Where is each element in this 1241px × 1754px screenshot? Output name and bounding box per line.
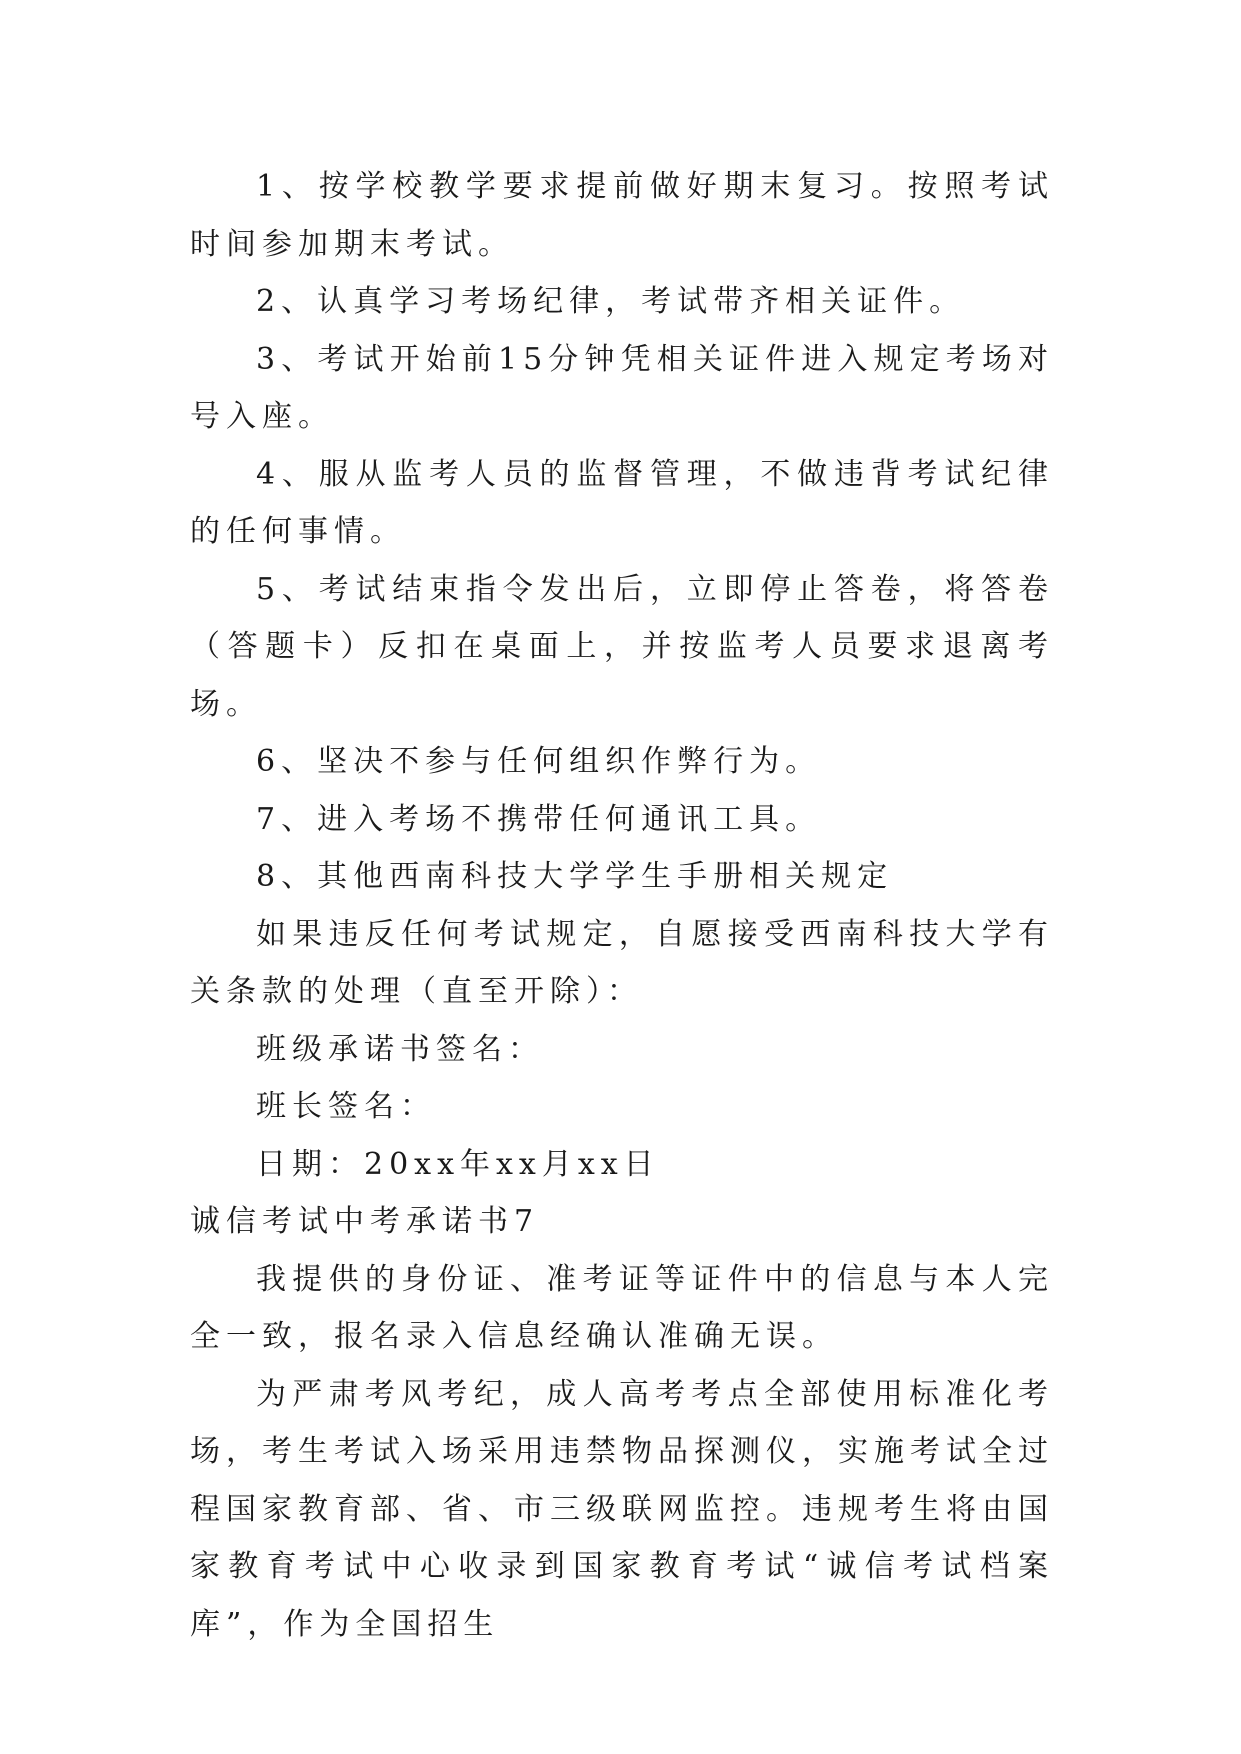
paragraph-rule-3: 3、考试开始前15分钟凭相关证件进入规定考场对号入座。: [190, 341, 1054, 434]
paragraph-identity-info: 我提供的身份证、准考证等证件中的信息与本人完全一致，报名录入信息经确认准确无误。: [190, 1261, 1054, 1354]
paragraph-exam-discipline: 为严肃考风考纪，成人高考考点全部使用标准化考场，考生考试入场采用违禁物品探测仪，实施考试全过程国家教育部、省、市三级联网监控。违规考生将由国家教育考试中心收录到国家教育考试“诚信考试档案库”，作为全国招生: [190, 1376, 1054, 1642]
class-signature-line: 班级承诺书签名：: [256, 1031, 544, 1067]
paragraph-rule-5: 5、考试结束指令发出后，立即停止答卷，将答卷（答题卡）反扣在桌面上，并按监考人员要求退离考场。: [190, 571, 1054, 722]
document-body: [190, 158, 1054, 1653]
paragraph-violation-clause: 如果违反任何考试规定，自愿接受西南科技大学有关条款的处理（直至开除）：: [190, 916, 1054, 1009]
paragraph-rule-1: 1、按学校教学要求提前做好期末复习。按照考试时间参加期末考试。: [190, 169, 1054, 262]
paragraph-rule-2: 2、认真学习考场纪律，考试带齐相关证件。: [256, 284, 966, 319]
paragraph-rule-6: 6、坚决不参与任何组织作弊行为。: [256, 744, 822, 779]
paragraph-rule-7: 7、进入考场不携带任何通讯工具。: [256, 801, 822, 837]
section-heading: 诚信考试中考承诺书7: [190, 1204, 540, 1239]
paragraph-rule-4: 4、服从监考人员的监督管理，不做违背考试纪律的任何事情。: [190, 456, 1054, 549]
monitor-signature-line: 班长签名：: [256, 1089, 436, 1124]
paragraph-rule-8: 8、其他西南科技大学学生手册相关规定: [256, 859, 894, 894]
date-line: 日期：20xx年xx月xx日: [256, 1146, 660, 1182]
